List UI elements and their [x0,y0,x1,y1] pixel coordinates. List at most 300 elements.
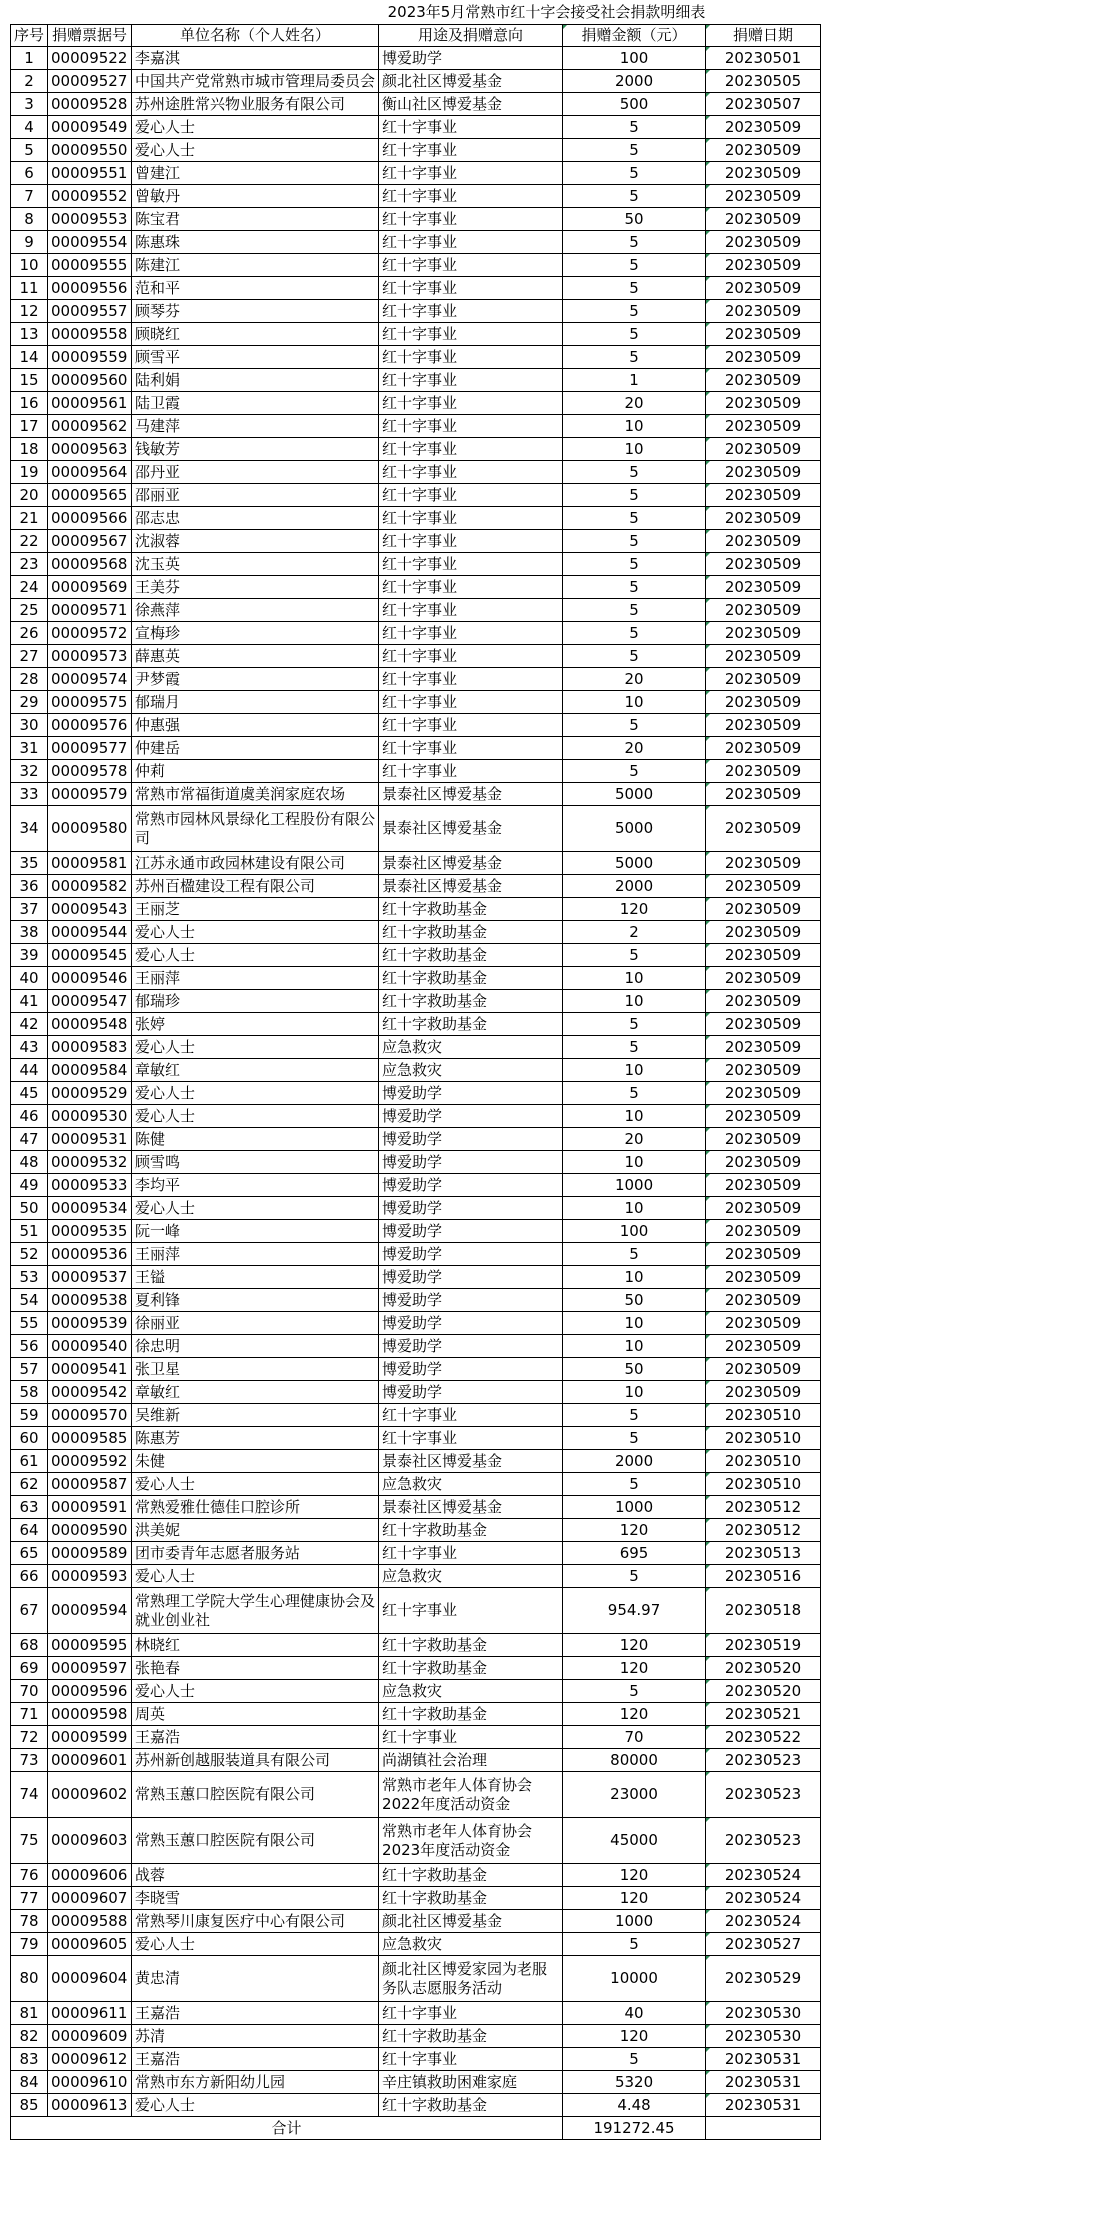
row-donor-name: 常熟爱雅仕德佳口腔诊所 [132,1496,379,1519]
table-row [11,944,821,967]
row-donor-name: 徐忠明 [132,1335,379,1358]
row-ticket-no: 00009588 [48,1910,132,1933]
row-ticket-no: 00009537 [48,1266,132,1289]
row-donor-name: 仲莉 [132,760,379,783]
row-donor-name: 爱心人士 [132,2094,379,2117]
row-date: 20230527 [706,1933,821,1956]
row-purpose: 红十字事业 [379,139,563,162]
row-amount: 10 [563,691,706,714]
row-donor-name: 爱心人士 [132,921,379,944]
row-ticket-no: 00009542 [48,1381,132,1404]
row-ticket-no: 00009580 [48,806,132,852]
table-row [11,1082,821,1105]
row-donor-name: 王丽芝 [132,898,379,921]
row-amount: 5 [563,484,706,507]
row-amount: 5 [563,2048,706,2071]
row-seq: 63 [11,1496,48,1519]
row-purpose: 红十字救助基金 [379,1634,563,1657]
row-donor-name: 苏州途胜常兴物业服务有限公司 [132,93,379,116]
row-seq: 85 [11,2094,48,2117]
row-ticket-no: 00009551 [48,162,132,185]
row-seq: 21 [11,507,48,530]
row-seq: 42 [11,1013,48,1036]
row-date: 20230509 [706,1036,821,1059]
table-row [11,1910,821,1933]
table-row [11,1128,821,1151]
row-donor-name: 王镒 [132,1266,379,1289]
row-amount: 5 [563,1565,706,1588]
row-date: 20230509 [706,1220,821,1243]
table-row [11,576,821,599]
row-seq: 58 [11,1381,48,1404]
row-ticket-no: 00009530 [48,1105,132,1128]
row-ticket-no: 00009563 [48,438,132,461]
row-purpose: 红十字救助基金 [379,1887,563,1910]
row-purpose: 红十字事业 [379,323,563,346]
table-row [11,1818,821,1864]
row-seq: 23 [11,553,48,576]
table-row [11,1174,821,1197]
row-purpose: 红十字救助基金 [379,944,563,967]
row-purpose: 辛庄镇救助困难家庭 [379,2071,563,2094]
row-date: 20230501 [706,47,821,70]
row-donor-name: 邵志忠 [132,507,379,530]
row-amount: 10000 [563,1956,706,2002]
row-amount: 5 [563,185,706,208]
table-row [11,346,821,369]
row-amount: 10 [563,1059,706,1082]
table-row [11,277,821,300]
row-seq: 24 [11,576,48,599]
row-amount: 5320 [563,2071,706,2094]
row-date: 20230529 [706,1956,821,2002]
row-seq: 44 [11,1059,48,1082]
row-donor-name: 范和平 [132,277,379,300]
row-donor-name: 王嘉浩 [132,2002,379,2025]
row-amount: 10 [563,1197,706,1220]
table-row [11,1358,821,1381]
header-purpose: 用途及捐赠意向 [379,25,563,47]
row-seq: 76 [11,1864,48,1887]
row-purpose: 红十字事业 [379,346,563,369]
table-row [11,185,821,208]
row-purpose: 红十字事业 [379,576,563,599]
table-row [11,875,821,898]
row-seq: 77 [11,1887,48,1910]
row-date: 20230509 [706,668,821,691]
table-row [11,1496,821,1519]
row-amount: 100 [563,47,706,70]
row-amount: 5 [563,1082,706,1105]
row-amount: 4.48 [563,2094,706,2117]
row-amount: 50 [563,1358,706,1381]
row-seq: 56 [11,1335,48,1358]
table-row [11,737,821,760]
row-ticket-no: 00009610 [48,2071,132,2094]
row-purpose: 衡山社区博爱基金 [379,93,563,116]
row-seq: 81 [11,2002,48,2025]
row-seq: 9 [11,231,48,254]
row-seq: 55 [11,1312,48,1335]
table-row [11,70,821,93]
table-row [11,415,821,438]
row-ticket-no: 00009566 [48,507,132,530]
row-donor-name: 林晓红 [132,1634,379,1657]
row-donor-name: 李均平 [132,1174,379,1197]
row-amount: 5 [563,254,706,277]
row-date: 20230509 [706,875,821,898]
row-purpose: 红十字事业 [379,484,563,507]
row-seq: 13 [11,323,48,346]
row-donor-name: 常熟市常福街道虞美润家庭农场 [132,783,379,806]
table-row [11,484,821,507]
row-purpose: 红十字事业 [379,185,563,208]
row-amount: 20 [563,1128,706,1151]
row-seq: 12 [11,300,48,323]
table-row [11,806,821,852]
row-amount: 5 [563,1013,706,1036]
row-donor-name: 顾雪平 [132,346,379,369]
row-ticket-no: 00009597 [48,1657,132,1680]
row-purpose: 红十字事业 [379,277,563,300]
row-purpose: 红十字事业 [379,668,563,691]
row-amount: 10 [563,1151,706,1174]
row-seq: 57 [11,1358,48,1381]
row-purpose: 应急救灾 [379,1933,563,1956]
row-purpose: 应急救灾 [379,1473,563,1496]
row-amount: 10 [563,438,706,461]
row-date: 20230509 [706,1335,821,1358]
row-donor-name: 爱心人士 [132,1197,379,1220]
table-row [11,507,821,530]
row-ticket-no: 00009561 [48,392,132,415]
row-purpose: 博爱助学 [379,1335,563,1358]
row-purpose: 红十字事业 [379,599,563,622]
row-ticket-no: 00009591 [48,1496,132,1519]
table-row [11,254,821,277]
header-date: 捐赠日期 [706,25,821,47]
row-date: 20230509 [706,1381,821,1404]
table-row [11,1151,821,1174]
row-seq: 70 [11,1680,48,1703]
row-seq: 62 [11,1473,48,1496]
row-ticket-no: 00009549 [48,116,132,139]
row-amount: 5 [563,323,706,346]
table-row [11,691,821,714]
row-purpose: 博爱助学 [379,1151,563,1174]
row-date: 20230531 [706,2071,821,2094]
row-seq: 2 [11,70,48,93]
row-seq: 34 [11,806,48,852]
row-purpose: 红十字事业 [379,2002,563,2025]
row-donor-name: 郁瑞月 [132,691,379,714]
row-purpose: 红十字事业 [379,691,563,714]
row-amount: 5 [563,277,706,300]
table-row [11,622,821,645]
row-purpose: 红十字事业 [379,645,563,668]
row-donor-name: 张婷 [132,1013,379,1036]
row-amount: 120 [563,1864,706,1887]
row-purpose: 红十字事业 [379,2048,563,2071]
row-donor-name: 黄忠清 [132,1956,379,2002]
row-ticket-no: 00009585 [48,1427,132,1450]
row-purpose: 颜北社区博爱基金 [379,70,563,93]
row-donor-name: 陈健 [132,1128,379,1151]
row-date: 20230505 [706,70,821,93]
row-date: 20230509 [706,1128,821,1151]
row-ticket-no: 00009574 [48,668,132,691]
row-seq: 25 [11,599,48,622]
row-donor-name: 夏利锋 [132,1289,379,1312]
row-donor-name: 顾雪鸣 [132,1151,379,1174]
row-date: 20230509 [706,553,821,576]
row-seq: 22 [11,530,48,553]
row-amount: 5 [563,300,706,323]
row-donor-name: 爱心人士 [132,139,379,162]
row-ticket-no: 00009593 [48,1565,132,1588]
row-donor-name: 张卫星 [132,1358,379,1381]
row-amount: 500 [563,93,706,116]
row-ticket-no: 00009531 [48,1128,132,1151]
table-row [11,553,821,576]
row-date: 20230509 [706,921,821,944]
row-purpose: 博爱助学 [379,1197,563,1220]
row-ticket-no: 00009522 [48,47,132,70]
row-date: 20230509 [706,760,821,783]
row-purpose: 红十字事业 [379,1588,563,1634]
row-donor-name: 爱心人士 [132,1565,379,1588]
row-ticket-no: 00009564 [48,461,132,484]
table-row [11,1749,821,1772]
row-amount: 50 [563,208,706,231]
row-amount: 20 [563,668,706,691]
row-date: 20230509 [706,231,821,254]
row-donor-name: 王美芬 [132,576,379,599]
row-amount: 100 [563,1220,706,1243]
table-row [11,2048,821,2071]
row-amount: 10 [563,967,706,990]
row-amount: 5000 [563,806,706,852]
row-amount: 5 [563,507,706,530]
row-date: 20230509 [706,1151,821,1174]
row-seq: 46 [11,1105,48,1128]
table-row [11,2071,821,2094]
row-date: 20230509 [706,691,821,714]
row-purpose: 应急救灾 [379,1036,563,1059]
row-seq: 52 [11,1243,48,1266]
row-seq: 54 [11,1289,48,1312]
row-ticket-no: 00009573 [48,645,132,668]
row-purpose: 红十字事业 [379,369,563,392]
row-amount: 23000 [563,1772,706,1818]
row-amount: 5 [563,576,706,599]
row-seq: 41 [11,990,48,1013]
row-donor-name: 陈建江 [132,254,379,277]
row-seq: 15 [11,369,48,392]
table-row [11,645,821,668]
row-date: 20230509 [706,254,821,277]
table-row [11,1956,821,2002]
header-amount: 捐赠金额（元） [563,25,706,47]
row-ticket-no: 00009540 [48,1335,132,1358]
row-date: 20230509 [706,714,821,737]
row-date: 20230509 [706,139,821,162]
row-ticket-no: 00009612 [48,2048,132,2071]
row-date: 20230509 [706,392,821,415]
row-donor-name: 爱心人士 [132,1082,379,1105]
row-ticket-no: 00009552 [48,185,132,208]
table-row [11,599,821,622]
row-seq: 18 [11,438,48,461]
row-donor-name: 陈惠珠 [132,231,379,254]
row-date: 20230509 [706,277,821,300]
row-ticket-no: 00009581 [48,852,132,875]
row-ticket-no: 00009556 [48,277,132,300]
row-date: 20230518 [706,1588,821,1634]
row-seq: 75 [11,1818,48,1864]
row-seq: 73 [11,1749,48,1772]
row-amount: 120 [563,1519,706,1542]
row-date: 20230509 [706,944,821,967]
row-donor-name: 常熟玉蕙口腔医院有限公司 [132,1818,379,1864]
row-date: 20230509 [706,622,821,645]
row-purpose: 景泰社区博爱基金 [379,1450,563,1473]
table-row [11,668,821,691]
row-donor-name: 尹梦霞 [132,668,379,691]
row-donor-name: 王丽萍 [132,1243,379,1266]
row-date: 20230512 [706,1519,821,1542]
row-amount: 5 [563,1404,706,1427]
row-seq: 60 [11,1427,48,1450]
row-donor-name: 周英 [132,1703,379,1726]
row-date: 20230509 [706,576,821,599]
row-ticket-no: 00009559 [48,346,132,369]
row-donor-name: 仲建岳 [132,737,379,760]
row-purpose: 红十字事业 [379,530,563,553]
table-row [11,1266,821,1289]
table-row [11,1887,821,1910]
row-ticket-no: 00009583 [48,1036,132,1059]
table-row [11,1036,821,1059]
row-ticket-no: 00009607 [48,1887,132,1910]
row-amount: 10 [563,1335,706,1358]
row-amount: 5 [563,1473,706,1496]
row-purpose: 尚湖镇社会治理 [379,1749,563,1772]
row-amount: 120 [563,898,706,921]
table-row [11,1197,821,1220]
row-seq: 29 [11,691,48,714]
row-amount: 5000 [563,852,706,875]
row-ticket-no: 00009535 [48,1220,132,1243]
table-row [11,1680,821,1703]
row-date: 20230509 [706,599,821,622]
row-seq: 40 [11,967,48,990]
row-purpose: 博爱助学 [379,1266,563,1289]
table-row [11,1427,821,1450]
row-date: 20230530 [706,2002,821,2025]
row-seq: 49 [11,1174,48,1197]
row-amount: 120 [563,1887,706,1910]
row-purpose: 博爱助学 [379,1082,563,1105]
table-row [11,369,821,392]
row-purpose: 博爱助学 [379,1174,563,1197]
row-purpose: 红十字事业 [379,231,563,254]
row-ticket-no: 00009587 [48,1473,132,1496]
row-date: 20230509 [706,369,821,392]
table-row [11,2025,821,2048]
row-date: 20230530 [706,2025,821,2048]
row-ticket-no: 00009609 [48,2025,132,2048]
row-purpose: 常熟市老年人体育协会2023年度活动资金 [379,1818,563,1864]
row-seq: 11 [11,277,48,300]
table-row [11,1450,821,1473]
row-seq: 61 [11,1450,48,1473]
row-ticket-no: 00009544 [48,921,132,944]
row-amount: 5 [563,139,706,162]
table-row [11,2002,821,2025]
row-ticket-no: 00009546 [48,967,132,990]
row-seq: 82 [11,2025,48,2048]
row-seq: 26 [11,622,48,645]
row-amount: 10 [563,1105,706,1128]
row-date: 20230507 [706,93,821,116]
row-donor-name: 苏清 [132,2025,379,2048]
row-donor-name: 陆利娟 [132,369,379,392]
row-amount: 1000 [563,1496,706,1519]
row-seq: 17 [11,415,48,438]
row-donor-name: 常熟市园林风景绿化工程股份有限公司 [132,806,379,852]
row-ticket-no: 00009592 [48,1450,132,1473]
row-donor-name: 朱健 [132,1450,379,1473]
row-ticket-no: 00009567 [48,530,132,553]
row-date: 20230509 [706,346,821,369]
table-row [11,1772,821,1818]
row-donor-name: 爱心人士 [132,1680,379,1703]
row-ticket-no: 00009596 [48,1680,132,1703]
table-row [11,1289,821,1312]
table-row [11,1013,821,1036]
row-amount: 5 [563,599,706,622]
row-ticket-no: 00009611 [48,2002,132,2025]
row-date: 20230509 [706,1266,821,1289]
row-amount: 5 [563,116,706,139]
table-row [11,2094,821,2117]
row-donor-name: 郁瑞珍 [132,990,379,1013]
row-date: 20230509 [706,530,821,553]
table-row [11,1542,821,1565]
row-seq: 27 [11,645,48,668]
row-date: 20230509 [706,1013,821,1036]
row-donor-name: 战蓉 [132,1864,379,1887]
row-purpose: 博爱助学 [379,1312,563,1335]
row-amount: 5 [563,714,706,737]
row-seq: 10 [11,254,48,277]
row-amount: 40 [563,2002,706,2025]
row-seq: 32 [11,760,48,783]
table-row [11,714,821,737]
row-purpose: 红十字事业 [379,461,563,484]
row-seq: 14 [11,346,48,369]
row-purpose: 红十字救助基金 [379,1657,563,1680]
row-donor-name: 马建萍 [132,415,379,438]
row-seq: 64 [11,1519,48,1542]
row-seq: 66 [11,1565,48,1588]
row-purpose: 应急救灾 [379,1680,563,1703]
row-date: 20230509 [706,806,821,852]
row-donor-name: 陆卫霞 [132,392,379,415]
row-donor-name: 王嘉浩 [132,2048,379,2071]
row-purpose: 红十字救助基金 [379,2094,563,2117]
